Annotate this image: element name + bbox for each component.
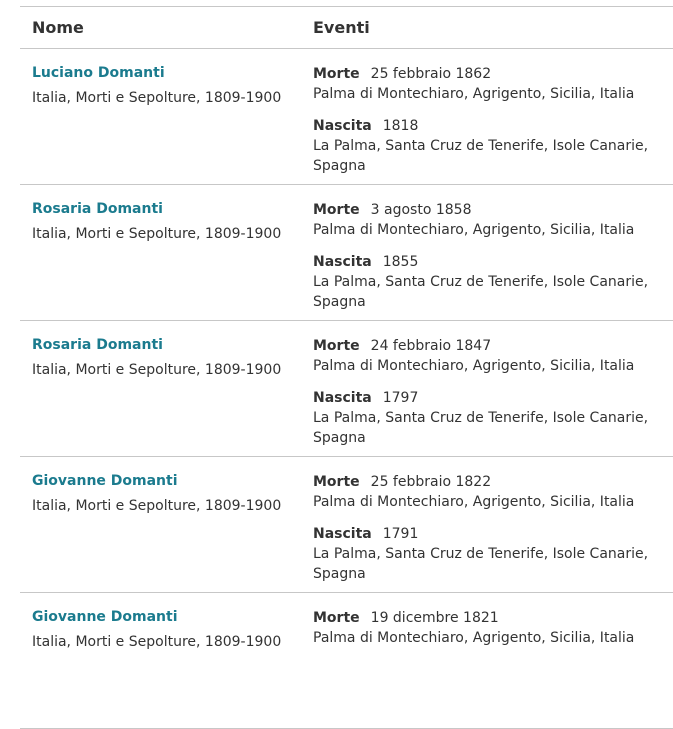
event-type-label: Morte — [313, 66, 360, 82]
table-row — [20, 593, 673, 729]
person-name-link[interactable]: Rosaria Domanti — [32, 201, 163, 217]
event-date: 25 febbraio 1862 — [370, 66, 492, 82]
event-place: Palma di Montechiaro, Agrigento, Sicilia, Italia — [313, 222, 635, 238]
event-death — [313, 64, 673, 104]
event-death — [313, 200, 673, 240]
table-header — [20, 7, 673, 49]
name-cell — [20, 457, 313, 592]
event-type-label: Morte — [313, 474, 360, 490]
event-type-label: Morte — [313, 202, 360, 218]
event-date: 1797 — [382, 390, 419, 406]
table-row — [20, 185, 673, 321]
table-row — [20, 457, 673, 593]
event-type-label: Nascita — [313, 118, 372, 134]
event-date: 1791 — [382, 526, 419, 542]
name-cell — [20, 185, 313, 320]
event-place: Palma di Montechiaro, Agrigento, Sicilia, Italia — [313, 86, 635, 102]
event-type-label: Nascita — [313, 390, 372, 406]
collection-name: Italia, Morti e Sepolture, 1809-1900 — [32, 226, 282, 242]
column-header-events: Eventi — [313, 18, 370, 37]
table-row — [20, 49, 673, 185]
event-date: 3 agosto 1858 — [370, 202, 472, 218]
event-place: Palma di Montechiaro, Agrigento, Sicilia, Italia — [313, 494, 635, 510]
name-cell — [20, 593, 313, 728]
event-place: La Palma, Santa Cruz de Tenerife, Isole Canarie, Spagna — [313, 138, 649, 174]
person-name-link[interactable]: Giovanne Domanti — [32, 609, 178, 625]
event-place: Palma di Montechiaro, Agrigento, Sicilia, Italia — [313, 630, 635, 646]
events-cell — [313, 49, 673, 184]
collection-name: Italia, Morti e Sepolture, 1809-1900 — [32, 90, 282, 106]
events-cell — [313, 593, 673, 728]
person-name-link[interactable]: Giovanne Domanti — [32, 473, 178, 489]
collection-name: Italia, Morti e Sepolture, 1809-1900 — [32, 498, 282, 514]
event-birth — [313, 116, 673, 176]
event-type-label: Nascita — [313, 526, 372, 542]
event-place: Palma di Montechiaro, Agrigento, Sicilia, Italia — [313, 358, 635, 374]
name-cell — [20, 321, 313, 456]
event-type-label: Morte — [313, 338, 360, 354]
event-date: 1818 — [382, 118, 419, 134]
event-type-label: Morte — [313, 610, 360, 626]
event-death — [313, 472, 673, 512]
event-birth — [313, 252, 673, 312]
collection-name: Italia, Morti e Sepolture, 1809-1900 — [32, 362, 282, 378]
events-cell — [313, 457, 673, 592]
event-date: 19 dicembre 1821 — [370, 610, 499, 626]
event-birth — [313, 388, 673, 448]
results-table — [20, 6, 673, 729]
column-header-name: Nome — [32, 18, 84, 37]
person-name-link[interactable]: Rosaria Domanti — [32, 337, 163, 353]
table-row — [20, 321, 673, 457]
event-date: 24 febbraio 1847 — [370, 338, 492, 354]
event-place: La Palma, Santa Cruz de Tenerife, Isole Canarie, Spagna — [313, 274, 649, 310]
events-cell — [313, 185, 673, 320]
event-birth — [313, 524, 673, 584]
name-cell — [20, 49, 313, 184]
collection-name: Italia, Morti e Sepolture, 1809-1900 — [32, 634, 282, 650]
event-date: 25 febbraio 1822 — [370, 474, 492, 490]
event-place: La Palma, Santa Cruz de Tenerife, Isole Canarie, Spagna — [313, 410, 649, 446]
event-place: La Palma, Santa Cruz de Tenerife, Isole Canarie, Spagna — [313, 546, 649, 582]
events-cell — [313, 321, 673, 456]
event-death — [313, 608, 673, 648]
event-date: 1855 — [382, 254, 419, 270]
event-death — [313, 336, 673, 376]
person-name-link[interactable]: Luciano Domanti — [32, 65, 165, 81]
event-type-label: Nascita — [313, 254, 372, 270]
